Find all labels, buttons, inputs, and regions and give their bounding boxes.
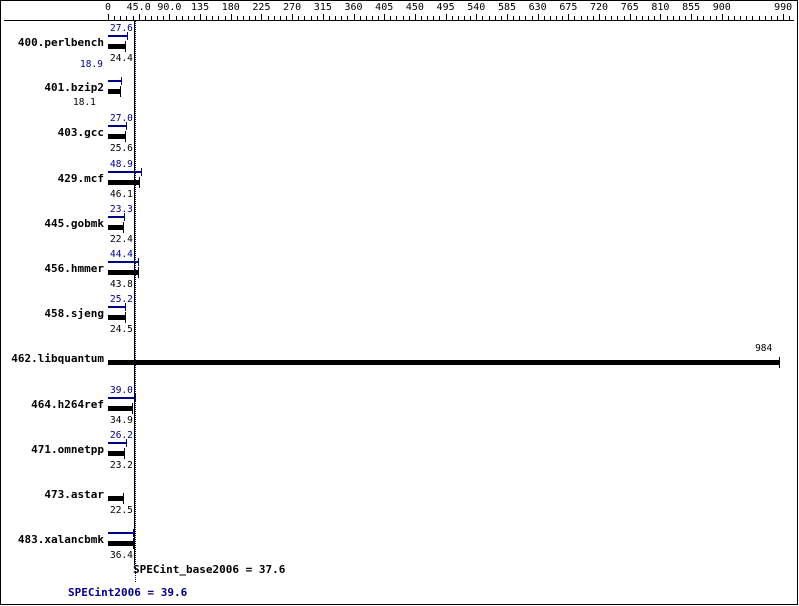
benchmark-label: 403.gcc — [57, 126, 104, 140]
base-value-label: 24.5 — [110, 324, 133, 336]
x-axis-tick-label: 180 — [221, 2, 240, 13]
base-value-label: 25.6 — [110, 143, 133, 155]
benchmark-label: 462.libquantum — [11, 352, 104, 366]
base-bar — [108, 315, 125, 320]
x-axis-tick-label: 765 — [620, 2, 639, 13]
x-axis-tick-label: 450 — [405, 2, 424, 13]
x-axis-tick-label: 540 — [467, 2, 486, 13]
benchmark-label: 471.omnetpp — [31, 442, 104, 456]
base-value-label: 22.4 — [110, 233, 133, 245]
x-axis-tick-label: 810 — [651, 2, 670, 13]
base-bar — [108, 89, 120, 94]
peak-bar — [108, 397, 135, 399]
peak-bar — [108, 216, 124, 218]
x-axis-tick-label: 495 — [436, 2, 455, 13]
peak-bar — [108, 80, 121, 82]
base-bar-end-cap — [123, 493, 124, 504]
peak-bar — [108, 35, 127, 37]
x-axis-tick-label: 0 — [104, 2, 112, 13]
x-axis-tick-label: 675 — [559, 2, 578, 13]
peak-value-label: 18.9 — [80, 59, 103, 71]
peak-bar — [108, 532, 133, 534]
base-bar-end-cap — [138, 267, 139, 278]
base-bar-end-cap — [124, 448, 125, 459]
x-axis-tick-label: 135 — [191, 2, 210, 13]
base-value-label: 984 — [755, 343, 773, 355]
base-value-label: 18.1 — [73, 97, 96, 109]
base-value-label: 22.5 — [110, 505, 133, 516]
x-axis-tick-label: 90.0 — [157, 2, 182, 13]
base-bar — [108, 451, 124, 456]
x-axis-tick-label: 405 — [375, 2, 394, 13]
peak-value-label: 39.0 — [110, 384, 133, 396]
base-value-label: 34.9 — [110, 414, 133, 426]
base-bar — [108, 225, 123, 230]
x-axis-tick-label: 315 — [313, 2, 332, 13]
peak-value-label: 23.3 — [110, 203, 133, 215]
x-axis-tick-label: 855 — [682, 2, 701, 13]
base-bar-end-cap — [132, 403, 133, 414]
peak-bar-end-cap — [138, 258, 139, 266]
base-bar-end-cap — [125, 41, 126, 52]
base-bar — [108, 406, 132, 411]
base-bar-end-cap — [125, 131, 126, 142]
peak-value-label: 26.2 — [110, 429, 133, 441]
base-value-label: 24.4 — [110, 53, 133, 64]
x-axis-tick-label: 720 — [590, 2, 609, 13]
benchmark-label: 400.perlbench — [17, 36, 104, 49]
peak-bar — [108, 306, 125, 308]
benchmark-label: 483.xalancbmk — [17, 533, 104, 547]
peak-bar — [108, 125, 126, 127]
x-axis-tick-label: 990 — [774, 2, 793, 13]
x-axis-tick-label: 900 — [712, 2, 731, 13]
peak-value-label: 25.2 — [110, 294, 133, 306]
x-axis-tick-label: 225 — [252, 2, 271, 13]
base-bar — [108, 134, 125, 139]
benchmark-label: 458.sjeng — [44, 307, 104, 321]
base-bar — [108, 360, 779, 365]
base-bar — [108, 541, 133, 546]
base-result-label: SPECint_base2006 = 37.6 — [133, 563, 286, 576]
peak-value-label: 27.6 — [110, 23, 133, 34]
peak-bar — [108, 442, 126, 444]
base-bar — [108, 496, 123, 501]
benchmark-label: 401.bzip2 — [44, 81, 104, 95]
base-bar-end-cap — [125, 312, 126, 323]
base-value-label: 46.1 — [110, 188, 133, 200]
peak-bar-end-cap — [141, 168, 142, 176]
x-axis-tick-label: 270 — [283, 2, 302, 13]
x-axis-tick-label: 45.0 — [126, 2, 151, 13]
base-bar-end-cap — [779, 357, 780, 368]
base-bar — [108, 44, 125, 49]
peak-bar — [108, 171, 141, 173]
x-axis-tick-label: 585 — [497, 2, 516, 13]
base-bar-end-cap — [123, 222, 124, 233]
x-axis-tick-label: 360 — [344, 2, 363, 13]
peak-value-label: 48.9 — [110, 158, 133, 170]
peak-result-reference-line — [135, 20, 136, 582]
base-bar-end-cap — [139, 177, 140, 188]
base-bar-end-cap — [120, 86, 121, 97]
base-value-label: 36.4 — [110, 550, 133, 562]
base-value-label: 43.8 — [110, 279, 133, 290]
benchmark-label: 445.gobmk — [44, 216, 104, 230]
x-axis-line — [4, 20, 794, 21]
benchmark-label: 456.hmmer — [44, 262, 104, 275]
peak-value-label: 44.4 — [110, 249, 133, 260]
benchmark-label: 429.mcf — [57, 171, 104, 185]
peak-bar-end-cap — [121, 77, 122, 85]
x-axis-tick-label: 630 — [528, 2, 547, 13]
benchmark-label: 464.h264ref — [31, 397, 104, 411]
base-value-label: 23.2 — [110, 459, 133, 471]
peak-value-label: 27.0 — [110, 113, 133, 125]
peak-result-label: SPECint2006 = 39.6 — [68, 586, 188, 599]
benchmark-label: 473.astar — [44, 488, 104, 501]
